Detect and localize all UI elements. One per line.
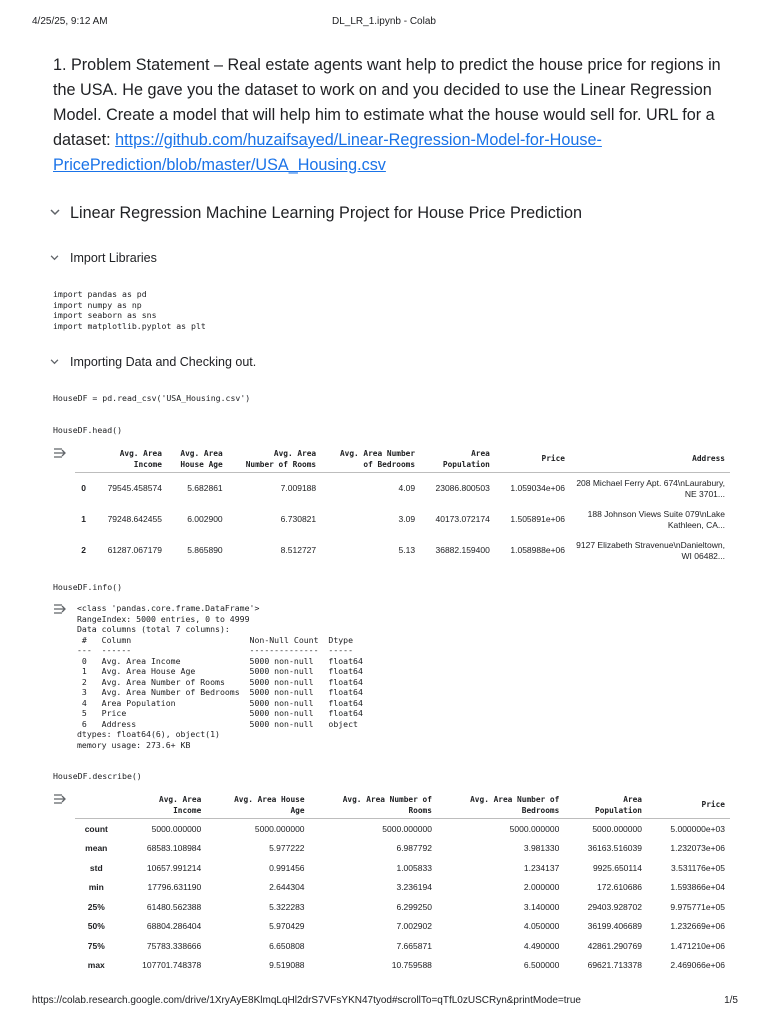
column-header: Avg. Area Number of Rooms: [342, 795, 432, 815]
table-cell: 1.058988e+06: [510, 545, 565, 555]
chevron-down-icon[interactable]: [50, 253, 66, 264]
table-cell: 7.002902: [396, 921, 432, 932]
section-heading-importing-data[interactable]: [50, 355, 256, 369]
describe-dataframe-table: [75, 793, 730, 975]
table-row: [75, 839, 730, 859]
table-row: [75, 897, 730, 917]
code-cell-describe[interactable]: HouseDF.describe(): [53, 771, 142, 781]
problem-statement: [53, 53, 723, 178]
table-cell: 5.682861: [187, 483, 223, 493]
table-cell: 6.650808: [269, 940, 305, 951]
table-row: [75, 535, 730, 566]
table-cell: 8.512727: [280, 545, 317, 555]
table-cell: 1.471210e+06: [670, 940, 725, 951]
table-cell: 17796.631190: [147, 882, 202, 893]
table-cell: 9925.650114: [592, 862, 642, 873]
row-index: 50%: [87, 921, 105, 932]
table-cell: 1.505891e+06: [510, 514, 565, 524]
head-dataframe-table: [75, 447, 730, 566]
table-cell: 2.000000: [523, 882, 560, 893]
table-cell: 36199.406689: [587, 921, 642, 932]
table-row: [75, 819, 730, 839]
table-cell: 5000.000000: [151, 823, 202, 834]
table-cell: 36882.159400: [435, 545, 490, 555]
table-cell: 5000.000000: [254, 823, 305, 834]
table-cell: 68804.286404: [146, 921, 202, 932]
code-cell-imports[interactable]: import pandas as pd import numpy as np import seaborn as sns import matplotlib.pyplot as plt: [53, 289, 206, 331]
column-header: Address: [692, 454, 725, 464]
table-cell: 23086.800503: [435, 483, 490, 493]
section-title: Importing Data and Checking out.: [70, 355, 257, 369]
table-cell: 1.059034e+06: [510, 483, 565, 493]
table-cell: 6.002900: [187, 514, 223, 524]
table-row: [75, 473, 730, 505]
column-header: Area Population: [595, 795, 642, 815]
table-header-row: [75, 447, 730, 473]
row-index: 2: [81, 545, 86, 555]
table-cell: 1.005833: [396, 862, 432, 873]
row-index: 75%: [87, 940, 105, 951]
table-cell: 29403.928702: [587, 901, 642, 912]
table-cell: 1.593866e+04: [670, 882, 725, 893]
table-cell: 68583.108984: [146, 843, 202, 854]
print-title: DL_LR_1.ipynb - Colab: [332, 16, 436, 27]
table-cell: 61480.562388: [146, 901, 202, 912]
table-row: [75, 878, 730, 898]
column-header: Avg. Area Number of Bedrooms: [339, 449, 416, 469]
chevron-down-icon[interactable]: [50, 357, 66, 368]
print-datetime: 4/25/25, 9:12 AM: [32, 16, 108, 27]
row-index: 25%: [87, 901, 105, 912]
column-header: Avg. Area Income: [119, 449, 162, 469]
table-cell: 3.140000: [523, 901, 560, 912]
table-cell: 75783.338666: [146, 940, 202, 951]
code-cell-read-csv[interactable]: HouseDF = pd.read_csv('USA_Housing.csv'): [53, 393, 251, 403]
table-cell: 5000.000000: [509, 823, 560, 834]
table-cell: 9127 Elizabeth Stravenue\nDanieltown, WI 06482...: [576, 539, 725, 561]
table-cell: 36163.516039: [587, 843, 642, 854]
output-icon[interactable]: [53, 603, 69, 617]
table-cell: 6.987792: [396, 843, 432, 854]
column-header: Price: [541, 454, 565, 464]
table-cell: 5.970429: [269, 921, 305, 932]
table-cell: 3.09: [398, 514, 416, 524]
table-cell: 208 Michael Ferry Apt. 674\nLaurabury, NE 3701...: [576, 477, 725, 499]
table-row: [75, 956, 730, 976]
section-title: Linear Regression Machine Learning Project for House Price Prediction: [70, 204, 582, 222]
table-cell: 79248.642455: [107, 514, 162, 524]
row-index: max: [87, 960, 105, 971]
table-cell: 188 Johnson Views Suite 079\nLake Kathleen, CA...: [587, 508, 725, 530]
row-index: min: [88, 882, 104, 893]
table-cell: 3.236194: [396, 882, 432, 893]
index-header: [75, 793, 118, 819]
table-cell: 40173.072174: [435, 514, 490, 524]
table-row: [75, 917, 730, 937]
column-header: Avg. Area Number of Rooms: [245, 449, 317, 469]
column-header: Avg. Area Income: [159, 795, 202, 815]
row-index: std: [89, 862, 103, 873]
table-cell: 79545.458574: [107, 483, 162, 493]
column-header: Avg. Area House Age: [234, 795, 305, 815]
table-cell: 3.531176e+05: [671, 862, 725, 873]
table-cell: 69621.713378: [587, 960, 642, 971]
table-cell: 6.299250: [396, 901, 432, 912]
table-cell: 4.050000: [523, 921, 560, 932]
table-cell: 4.09: [398, 483, 416, 493]
table-cell: 7.665871: [396, 940, 432, 951]
column-header: Avg. Area House Age: [180, 449, 223, 469]
code-cell-head[interactable]: HouseDF.head(): [53, 425, 123, 435]
table-cell: 6.500000: [523, 960, 560, 971]
section-heading-main[interactable]: [50, 204, 582, 223]
table-cell: 2.644304: [269, 882, 305, 893]
row-index: mean: [85, 843, 108, 854]
section-title: Import Libraries: [70, 251, 157, 265]
problem-text: 1. Problem Statement – Real estate agents want help to predict the house price for regions in the USA. He gave you the dataset to work on and you decided to use the Linear Regression Model. Create a model that will help him to estimate what the house would sell for. URL for a dataset:: [53, 56, 721, 149]
code-cell-info[interactable]: HouseDF.info(): [53, 582, 123, 592]
column-header: Avg. Area Number of Bedrooms: [470, 795, 560, 815]
table-cell: 9.519088: [269, 960, 305, 971]
table-cell: 3.981330: [523, 843, 560, 854]
table-row: [75, 936, 730, 956]
section-heading-import-libraries[interactable]: [50, 251, 157, 265]
table-cell: 1.232669e+06: [670, 921, 725, 932]
table-cell: 5.000000e+03: [670, 823, 725, 834]
table-cell: 61287.067179: [107, 545, 162, 555]
table-cell: 172.610686: [597, 882, 642, 893]
print-url: https://colab.research.google.com/drive/1XryAyE8KlmqLqHl2drS7VFsYKN47tyod#scrollTo=qTfL0zUSCRyn&printMode=true: [32, 995, 581, 1006]
table-row: [75, 504, 730, 535]
table-cell: 0.991456: [269, 862, 305, 873]
table-cell: 2.469066e+06: [670, 960, 725, 971]
column-header: Area Population: [442, 449, 490, 469]
row-index: 0: [81, 483, 86, 493]
chevron-down-icon[interactable]: [50, 208, 66, 219]
table-cell: 1.232073e+06: [670, 843, 725, 854]
row-index: count: [84, 823, 108, 834]
table-cell: 5.977222: [269, 843, 305, 854]
column-header: Price: [701, 800, 725, 810]
table-cell: 10.759588: [391, 960, 432, 971]
table-cell: 6.730821: [280, 514, 317, 524]
table-cell: 10657.991214: [146, 862, 202, 873]
table-cell: 5000.000000: [382, 823, 432, 834]
page-number: 1/5: [724, 995, 738, 1006]
info-output: <class 'pandas.core.frame.DataFrame'> RangeIndex: 5000 entries, 0 to 4999 Data columns (total 7 columns): # Column Non-Null Count Dtype --- ------ -------------- ----- 0 Avg. Area Income 5000 non-null float64 1 Avg. Area House Age 5000 non-null float64 2 Avg. Area Number of Rooms 5000 non-null float64 3 Avg. Area Number of Bedrooms 5000 non-null float64 4 Area Population 5000 non-null float64 5 Price 5000 non-null float64 6 Address 5000 non-null object dtypes: float64(6), object(1) memory usage: 273.6+ KB: [77, 603, 363, 750]
table-cell: 1.234137: [523, 862, 560, 873]
output-icon[interactable]: [53, 447, 69, 461]
table-cell: 4.490000: [523, 940, 560, 951]
row-index: 1: [81, 514, 86, 524]
table-header-row: [75, 793, 730, 819]
output-icon[interactable]: [53, 793, 69, 807]
table-cell: 9.975771e+05: [670, 901, 725, 912]
table-row: [75, 858, 730, 878]
table-cell: 5.322283: [269, 901, 305, 912]
table-cell: 5000.000000: [592, 823, 642, 834]
table-cell: 7.009188: [280, 483, 317, 493]
table-cell: 42861.290769: [587, 940, 642, 951]
table-cell: 5.13: [398, 545, 416, 555]
table-cell: 107701.748378: [142, 960, 202, 971]
dataset-link[interactable]: https://github.com/huzaifsayed/Linear-Regression-Model-for-House-PricePrediction/blob/master/USA_Housing.csv: [53, 131, 602, 174]
table-cell: 5.865890: [187, 545, 223, 555]
index-header: [75, 447, 92, 473]
